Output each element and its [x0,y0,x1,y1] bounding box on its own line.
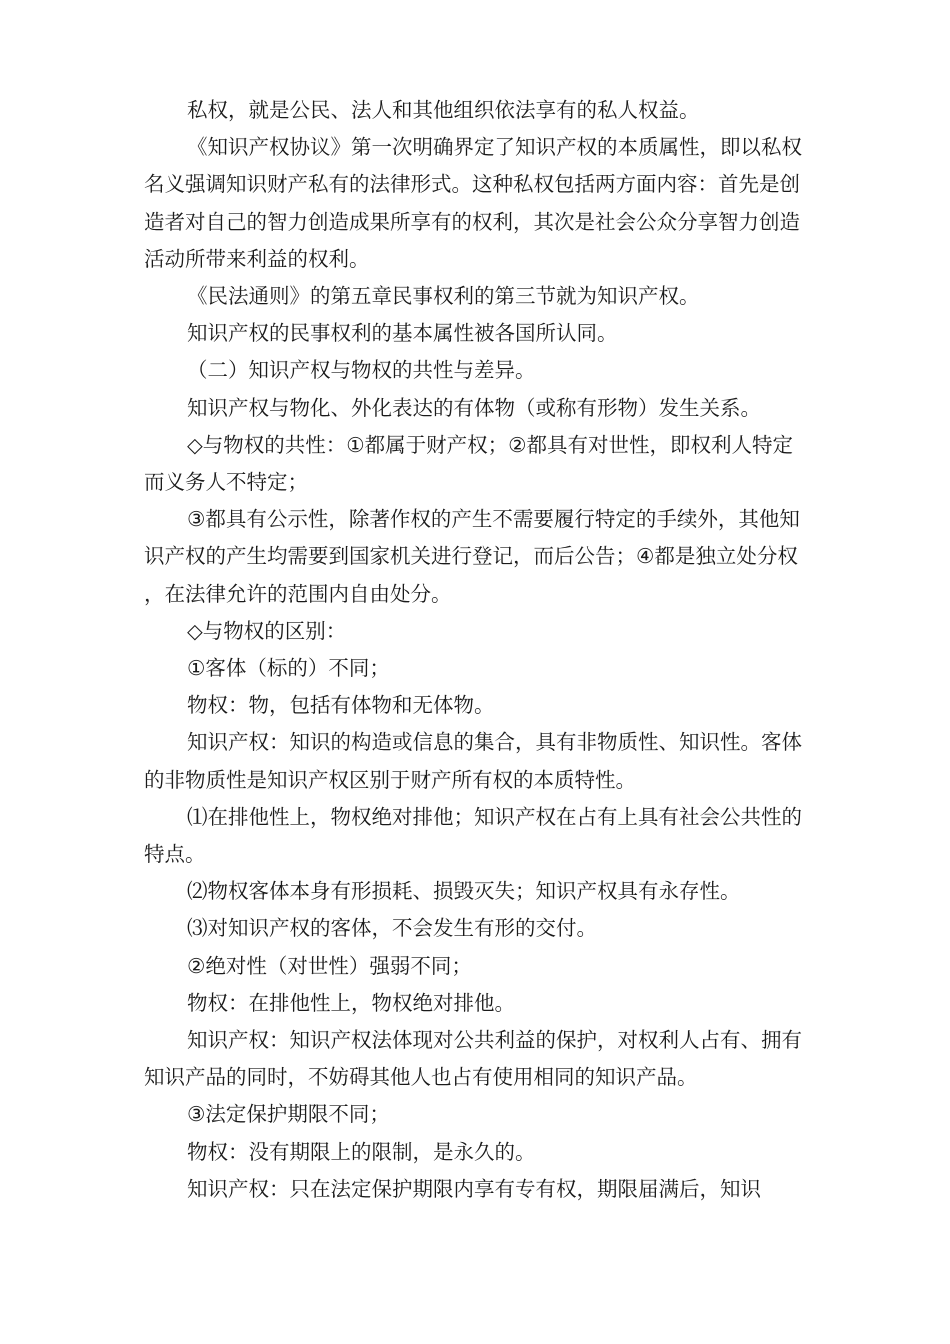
paragraph: （二）知识产权与物权的共性与差异。 [187,358,536,383]
paragraph: 物权：物，包括有体物和无体物。 [187,693,495,718]
paragraph: 知识产权：只在法定保护期限内享有专有权，期限届满后，知识 [187,1176,761,1201]
paragraph: ②绝对性（对世性）强弱不同； [187,953,472,978]
paragraph: 物权：在排他性上，物权绝对排他。 [187,990,515,1015]
paragraph: ◇与物权的区别： [187,618,347,643]
paragraph: 《民法通则》的第五章民事权利的第三节就为知识产权。 [187,284,700,309]
paragraph: ①客体（标的）不同； [187,656,390,681]
paragraph: 知识产权：知识产权法体现对公共利益的保护，对权利人占有、拥有知识产品的同时，不妨碍其他人也占有使用相同的知识产品。 [144,1028,802,1090]
paragraph: ③都具有公示性，除著作权的产生不需要履行特定的手续外，其他知识产权的产生均需要到国家机关进行登记，而后公告；④都是独立处分权，在法律允许的范围内自由处分。 [144,507,800,606]
paragraph: ⑴在排他性上，物权绝对排他；知识产权在占有上具有社会公共性的特点。 [144,804,802,867]
paragraph: ⑶对知识产权的客体，不会发生有形的交付。 [187,916,597,941]
paragraph: 物权：没有期限上的限制，是永久的。 [187,1139,536,1164]
paragraph: ◇与物权的共性：①都属于财产权；②都具有对世性，即权利人特定而义务人不特定； [144,432,794,495]
paragraph: 私权，就是公民、法人和其他组织依法享有的私人权益。 [187,98,700,122]
paragraph: 知识产权：知识的构造或信息的集合，具有非物质性、知识性。客体的非物质性是知识产权区别于财产所有权的本质特性。 [144,730,802,792]
paragraph: ③法定保护期限不同； [187,1102,390,1127]
paragraph: ⑵物权客体本身有形损耗、损毁灭失；知识产权具有永存性。 [187,879,741,904]
paragraph: 知识产权的民事权利的基本属性被各国所认同。 [187,321,618,346]
paragraph: 《知识产权协议》第一次明确界定了知识产权的本质属性，即以私权名义强调知识财产私有的法律形式。这种私权包括两方面内容：首先是创造者对自己的智力创造成果所享有的权利，其次是社会公众分享智力创造活动所带来利益的权利。 [144,135,802,271]
document-body [144,92,808,1208]
paragraph: 知识产权与物化、外化表达的有体物（或称有形物）发生关系。 [187,395,761,420]
